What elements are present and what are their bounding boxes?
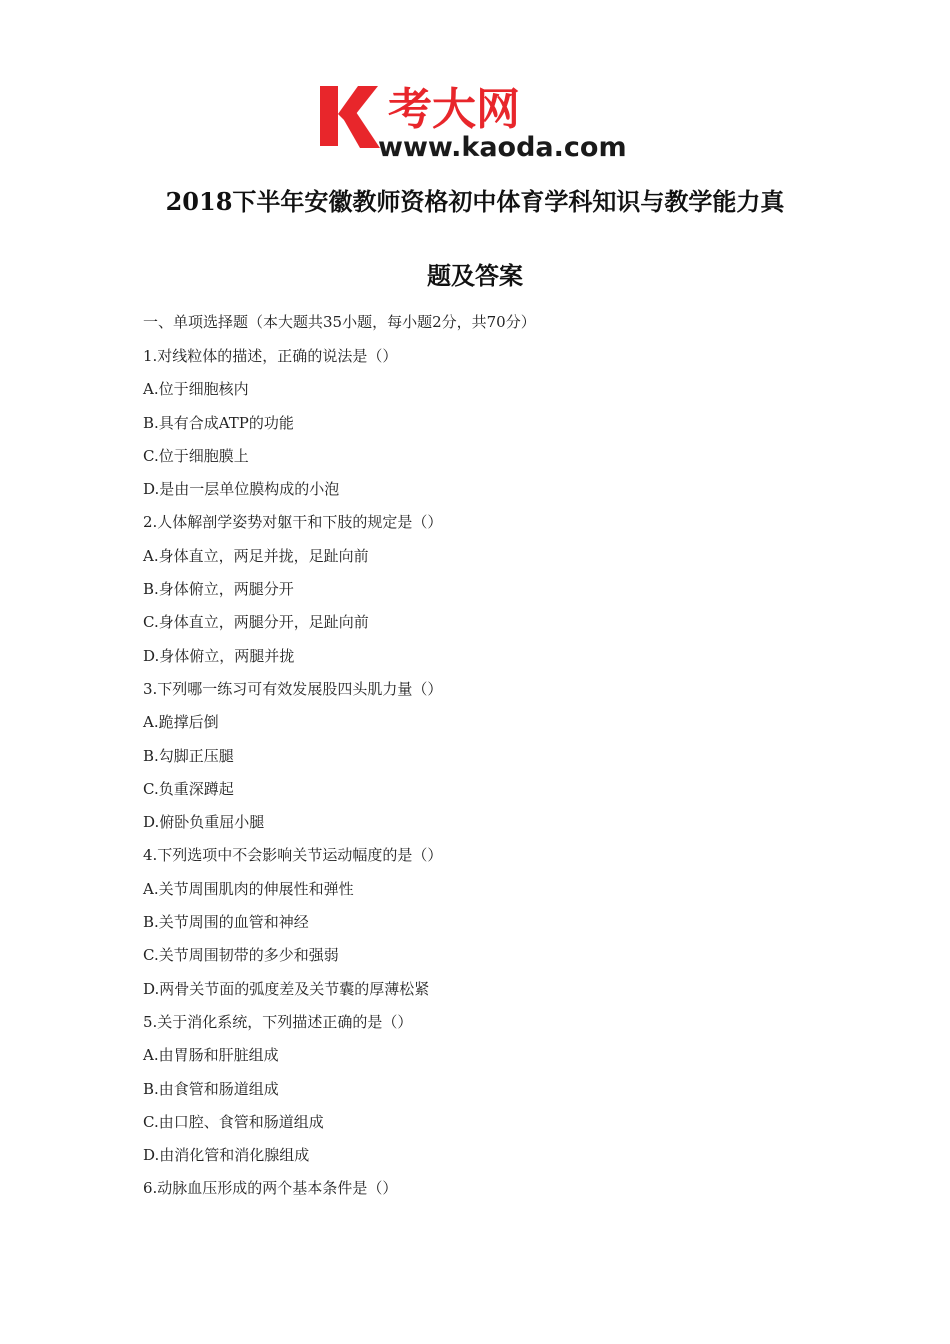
question-stem: 4.下列选项中不会影响关节运动幅度的是（） [143,846,443,865]
question-stem: 3.下列哪一练习可有效发展股四头肌力量（） [143,679,443,698]
question-stem: 2.人体解剖学姿势对躯干和下肢的规定是（） [143,513,443,532]
answer-option: C.关节周围韧带的多少和强弱 [143,946,339,965]
question-stem: 5.关于消化系统，下列描述正确的是（） [143,1012,413,1031]
document-title-line-2: 题及答案 [427,261,523,290]
answer-option: C.位于细胞膜上 [143,446,249,465]
answer-option: A.身体直立，两足并拢，足趾向前 [143,546,369,565]
answer-option: D.两骨关节面的弧度差及关节囊的厚薄松紧 [143,979,430,998]
question-list [143,344,843,1210]
brand-cn-text: 考大网 [388,84,520,135]
answer-option: C.身体直立，两腿分开，足趾向前 [143,613,369,632]
document-title-line-1: 2018下半年安徽教师资格初中体育学科知识与教学能力真 [165,187,785,216]
answer-option: B.具有合成ATP的功能 [143,413,294,432]
answer-option: D.由消化管和消化腺组成 [143,1146,310,1165]
answer-option: A.位于细胞核内 [143,380,249,399]
answer-option: B.关节周围的血管和神经 [143,913,309,932]
answer-option: D.俯卧负重屈小腿 [143,813,265,832]
answer-option: D.是由一层单位膜构成的小泡 [143,480,340,499]
question-stem: 6.动脉血压形成的两个基本条件是（） [143,1179,398,1198]
question-stem: 1.对线粒体的描述，正确的说法是（） [143,347,398,365]
answer-option: A.由胃肠和肝脏组成 [143,1046,279,1065]
answer-option: A.跪撑后倒 [143,713,219,732]
section-heading: 一、单项选择题（本大题共35小题，每小题2分，共70分） [143,313,536,331]
brand-url-text: www.kaoda.com [378,132,627,160]
answer-option: B.由食管和肠道组成 [143,1079,279,1098]
answer-option: C.负重深蹲起 [143,779,234,798]
answer-option: B.身体俯立，两腿分开 [143,580,294,599]
kaoda-logo [318,78,638,160]
kaoda-logo-graphic [318,78,638,160]
answer-option: C.由口腔、食管和肠道组成 [143,1112,324,1131]
answer-option: A.关节周围肌肉的伸展性和弹性 [143,879,354,898]
answer-option: B.勾脚正压腿 [143,746,234,765]
answer-option: D.身体俯立，两腿并拢 [143,646,295,665]
